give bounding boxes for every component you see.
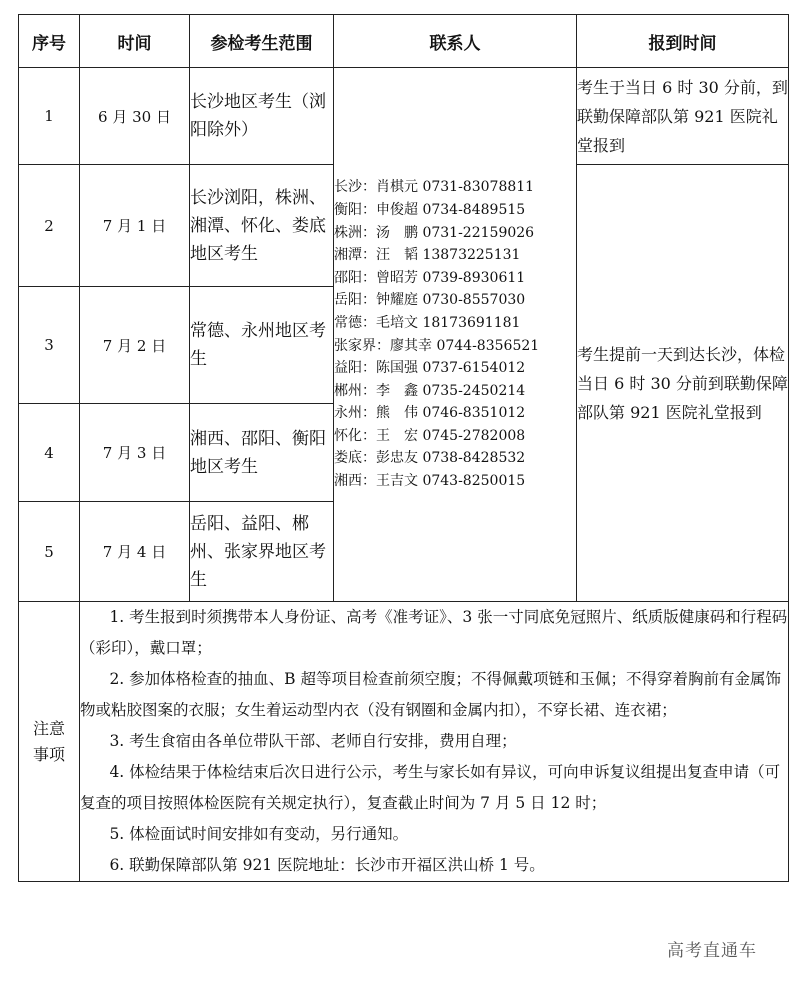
contact-line: 怀化：王 宏 0745-2782008 bbox=[334, 427, 526, 444]
row-region: 常德、永州地区考生 bbox=[190, 287, 334, 404]
header-index: 序号 bbox=[19, 15, 80, 68]
header-contact: 联系人 bbox=[334, 15, 577, 68]
row-region: 长沙地区考生（浏阳除外） bbox=[190, 68, 334, 165]
table-row bbox=[19, 68, 789, 165]
row-region: 湘西、邵阳、衡阳地区考生 bbox=[190, 404, 334, 502]
contact-line: 常德：毛培文 18173691181 bbox=[334, 314, 521, 331]
note-item: 3. 考生食宿由各单位带队干部、老师自行安排，费用自理； bbox=[109, 732, 517, 750]
header-scope: 参检考生范围 bbox=[190, 15, 334, 68]
schedule-table bbox=[18, 14, 789, 882]
notes-label-text: 注意事项 bbox=[32, 718, 65, 764]
row-region: 岳阳、益阳、郴州、张家界地区考生 bbox=[190, 502, 334, 602]
notes-row bbox=[19, 602, 789, 882]
row-index: 3 bbox=[19, 287, 80, 404]
row-date: 7 月 4 日 bbox=[80, 502, 190, 602]
report-time-rest: 考生提前一天到达长沙，体检当日 6 时 30 分前到联勤保障部队第 921 医院礼堂报到 bbox=[577, 165, 789, 602]
row-date: 6 月 30 日 bbox=[80, 68, 190, 165]
contacts-cell bbox=[334, 68, 577, 602]
contact-line: 长沙：肖棋元 0731-83078811 bbox=[334, 179, 535, 196]
contact-line: 益阳：陈国强 0737-6154012 bbox=[334, 360, 526, 377]
notes-label bbox=[19, 602, 80, 882]
row-index: 1 bbox=[19, 68, 80, 165]
contact-line: 株洲：汤 鹏 0731-22159026 bbox=[334, 224, 535, 241]
watermark: 高考直通车 bbox=[667, 941, 757, 961]
contact-line: 湘潭：汪 韬 13873225131 bbox=[334, 247, 521, 264]
note-item: 2. 参加体格检查的抽血、B 超等项目检查前须空腹；不得佩戴项链和玉佩；不得穿着胸前有金属饰物或粘胶图案的衣服；女生着运动型内衣（没有钢圈和金属内扣），不穿长裙、连衣裙； bbox=[80, 670, 781, 719]
contact-line: 湘西：王吉文 0743-8250015 bbox=[334, 473, 526, 490]
row-index: 5 bbox=[19, 502, 80, 602]
header-row bbox=[19, 15, 789, 68]
notes-content bbox=[80, 602, 789, 882]
contact-line: 娄底：彭忠友 0738-8428532 bbox=[334, 450, 526, 467]
contact-line: 岳阳：钟耀庭 0730-8557030 bbox=[334, 292, 526, 309]
contact-line: 永州：熊 伟 0746-8351012 bbox=[334, 405, 526, 422]
row-index: 4 bbox=[19, 404, 80, 502]
row-date: 7 月 2 日 bbox=[80, 287, 190, 404]
row-date: 7 月 3 日 bbox=[80, 404, 190, 502]
note-item: 4. 体检结果于体检结束后次日进行公示，考生与家长如有异议，可向申诉复议组提出复查申请（可复查的项目按照体检医院有关规定执行），复查截止时间为 7 月 5 日 12 时； bbox=[80, 763, 781, 812]
row-date: 7 月 1 日 bbox=[80, 165, 190, 287]
report-time-first: 考生于当日 6 时 30 分前，到联勤保障部队第 921 医院礼堂报到 bbox=[577, 68, 789, 165]
header-time: 时间 bbox=[80, 15, 190, 68]
row-index: 2 bbox=[19, 165, 80, 287]
header-report: 报到时间 bbox=[577, 15, 789, 68]
contact-line: 张家界：廖其幸 0744-8356521 bbox=[334, 337, 540, 354]
contact-line: 郴州：李 鑫 0735-2450214 bbox=[334, 382, 526, 399]
note-item: 5. 体检面试时间安排如有变动，另行通知。 bbox=[109, 825, 409, 843]
note-item: 1. 考生报到时须携带本人身份证、高考《准考证》、3 张一寸同底免冠照片、纸质版健康码和行程码（彩印），戴口罩； bbox=[80, 608, 788, 657]
contact-line: 衡阳：申俊超 0734-8489515 bbox=[334, 201, 526, 218]
row-region: 长沙浏阳，株洲、湘潭、怀化、娄底地区考生 bbox=[190, 165, 334, 287]
note-item: 6. 联勤保障部队第 921 医院地址：长沙市开福区洪山桥 1 号。 bbox=[109, 856, 545, 874]
contact-line: 邵阳：曾昭芳 0739-8930611 bbox=[334, 269, 526, 286]
